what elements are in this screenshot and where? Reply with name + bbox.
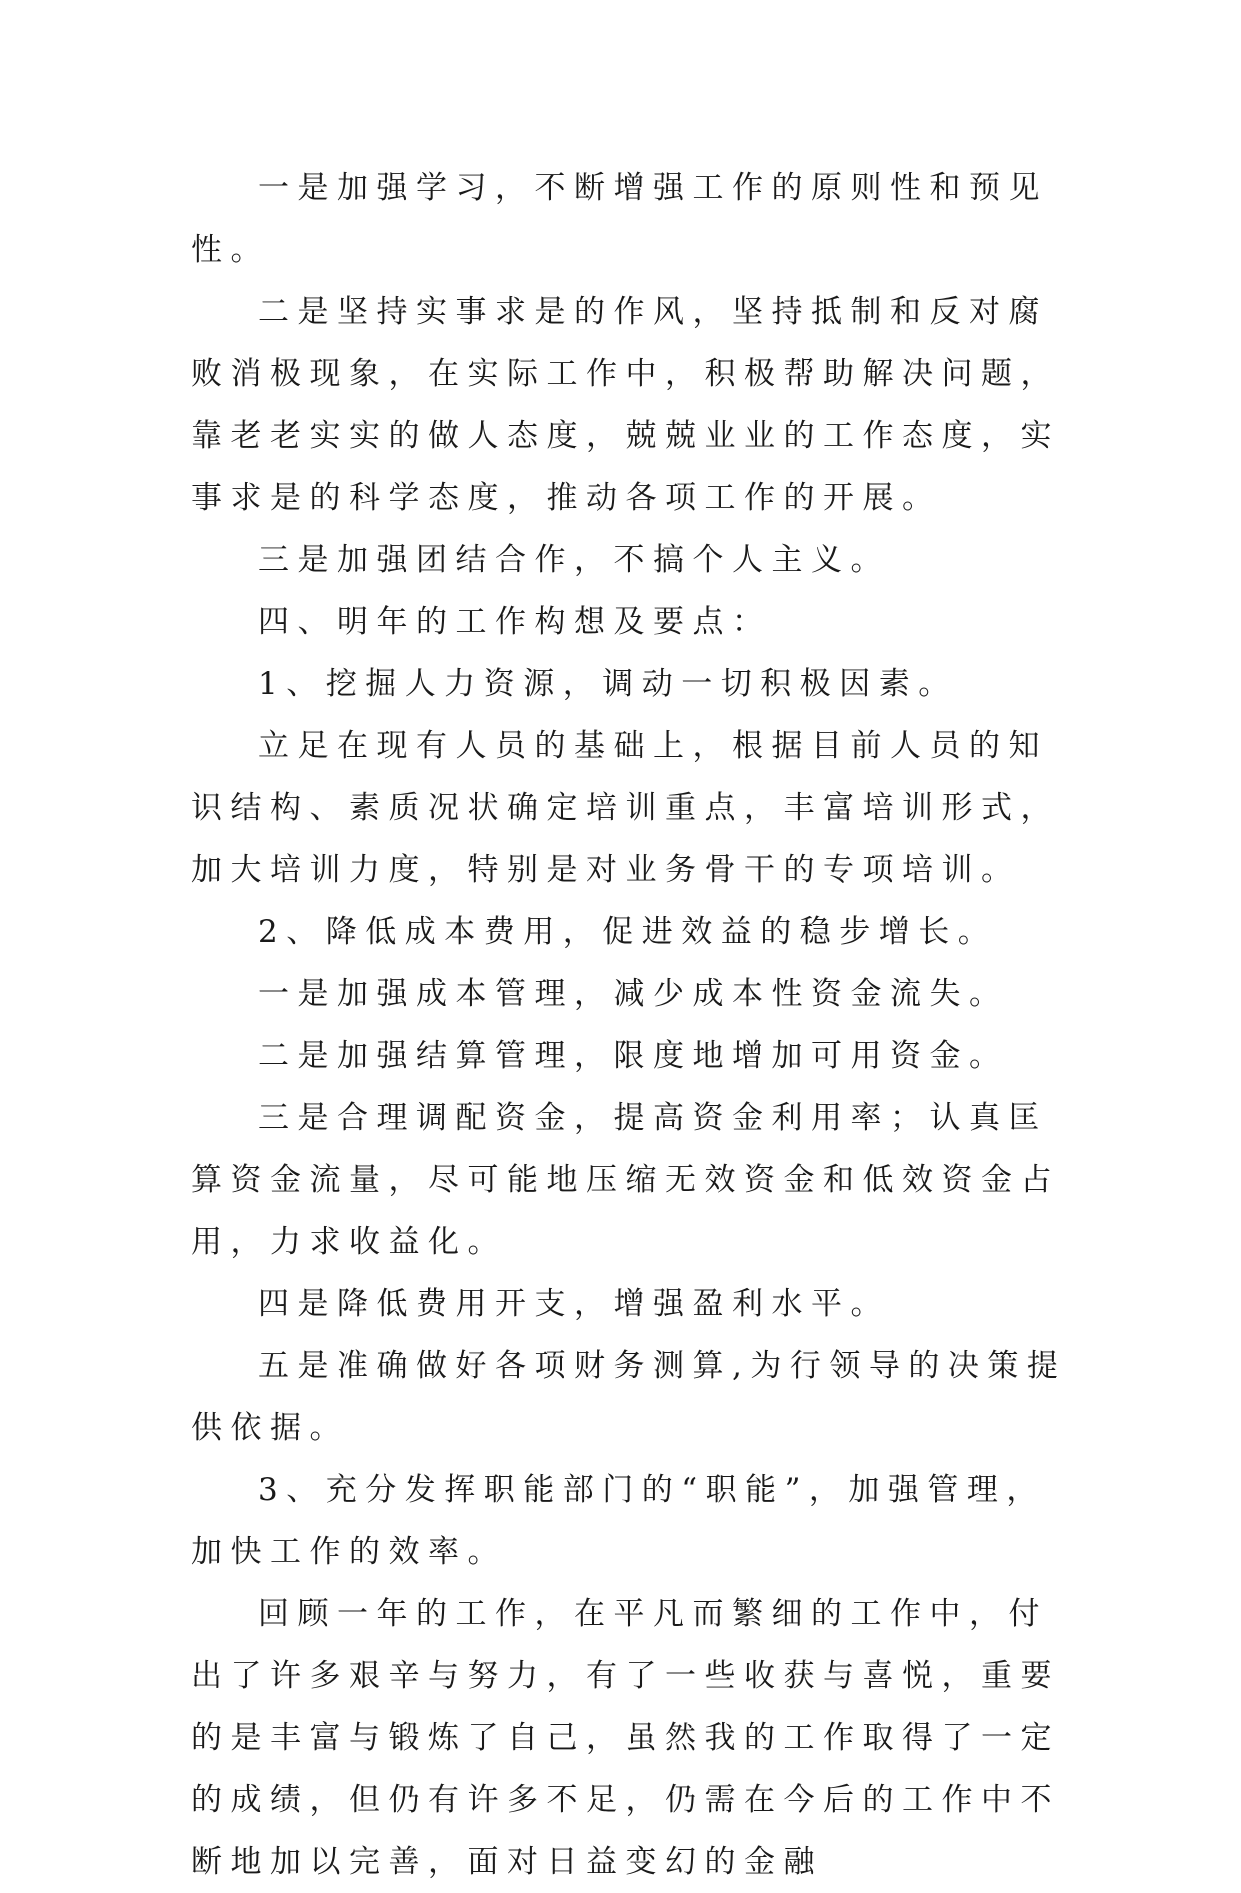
paragraph-3: 三是加强团结合作，不搞个人主义。	[258, 542, 890, 578]
paragraph-12: 五是准确做好各项财务测算,为行领导的决策提供依据。	[191, 1348, 1067, 1446]
paragraph-6: 立足在现有人员的基础上，根据目前人员的知识结构、素质况状确定培训重点，丰富培训形式，加大培训力度，特别是对业务骨干的专项培训。	[191, 728, 1060, 888]
paragraph-8: 一是加强成本管理，减少成本性资金流失。	[258, 976, 1009, 1012]
paragraph-1: 一是加强学习，不断增强工作的原则性和预见性。	[191, 170, 1048, 268]
paragraph-14: 回顾一年的工作，在平凡而繁细的工作中，付出了许多艰辛与努力，有了一些收获与喜悦，重要的是丰富与锻炼了自己，虽然我的工作取得了一定的成绩，但仍有许多不足，仍需在今后的工作中不断地加以完善，面对日益变幻的金融	[191, 1596, 1060, 1880]
item-heading-1: 1、挖掘人力资源，调动一切积极因素。	[258, 666, 958, 702]
item-heading-3: 3、充分发挥职能部门的“职能”，加强管理，加快工作的效率。	[191, 1472, 1046, 1570]
section-heading-4: 四、明年的工作构想及要点：	[258, 604, 772, 640]
paragraph-11: 四是降低费用开支，增强盈利水平。	[258, 1286, 890, 1322]
document-body	[191, 157, 1071, 1893]
item-heading-2: 2、降低成本费用，促进效益的稳步增长。	[258, 914, 998, 950]
paragraph-10: 三是合理调配资金，提高资金利用率；认真匡算资金流量，尽可能地压缩无效资金和低效资金占用，力求收益化。	[191, 1100, 1060, 1260]
paragraph-2: 二是坚持实事求是的作风，坚持抵制和反对腐败消极现象，在实际工作中，积极帮助解决问题，靠老老实实的做人态度，兢兢业业的工作态度，实事求是的科学态度，推动各项工作的开展。	[191, 294, 1060, 516]
paragraph-9: 二是加强结算管理，限度地增加可用资金。	[258, 1038, 1009, 1074]
